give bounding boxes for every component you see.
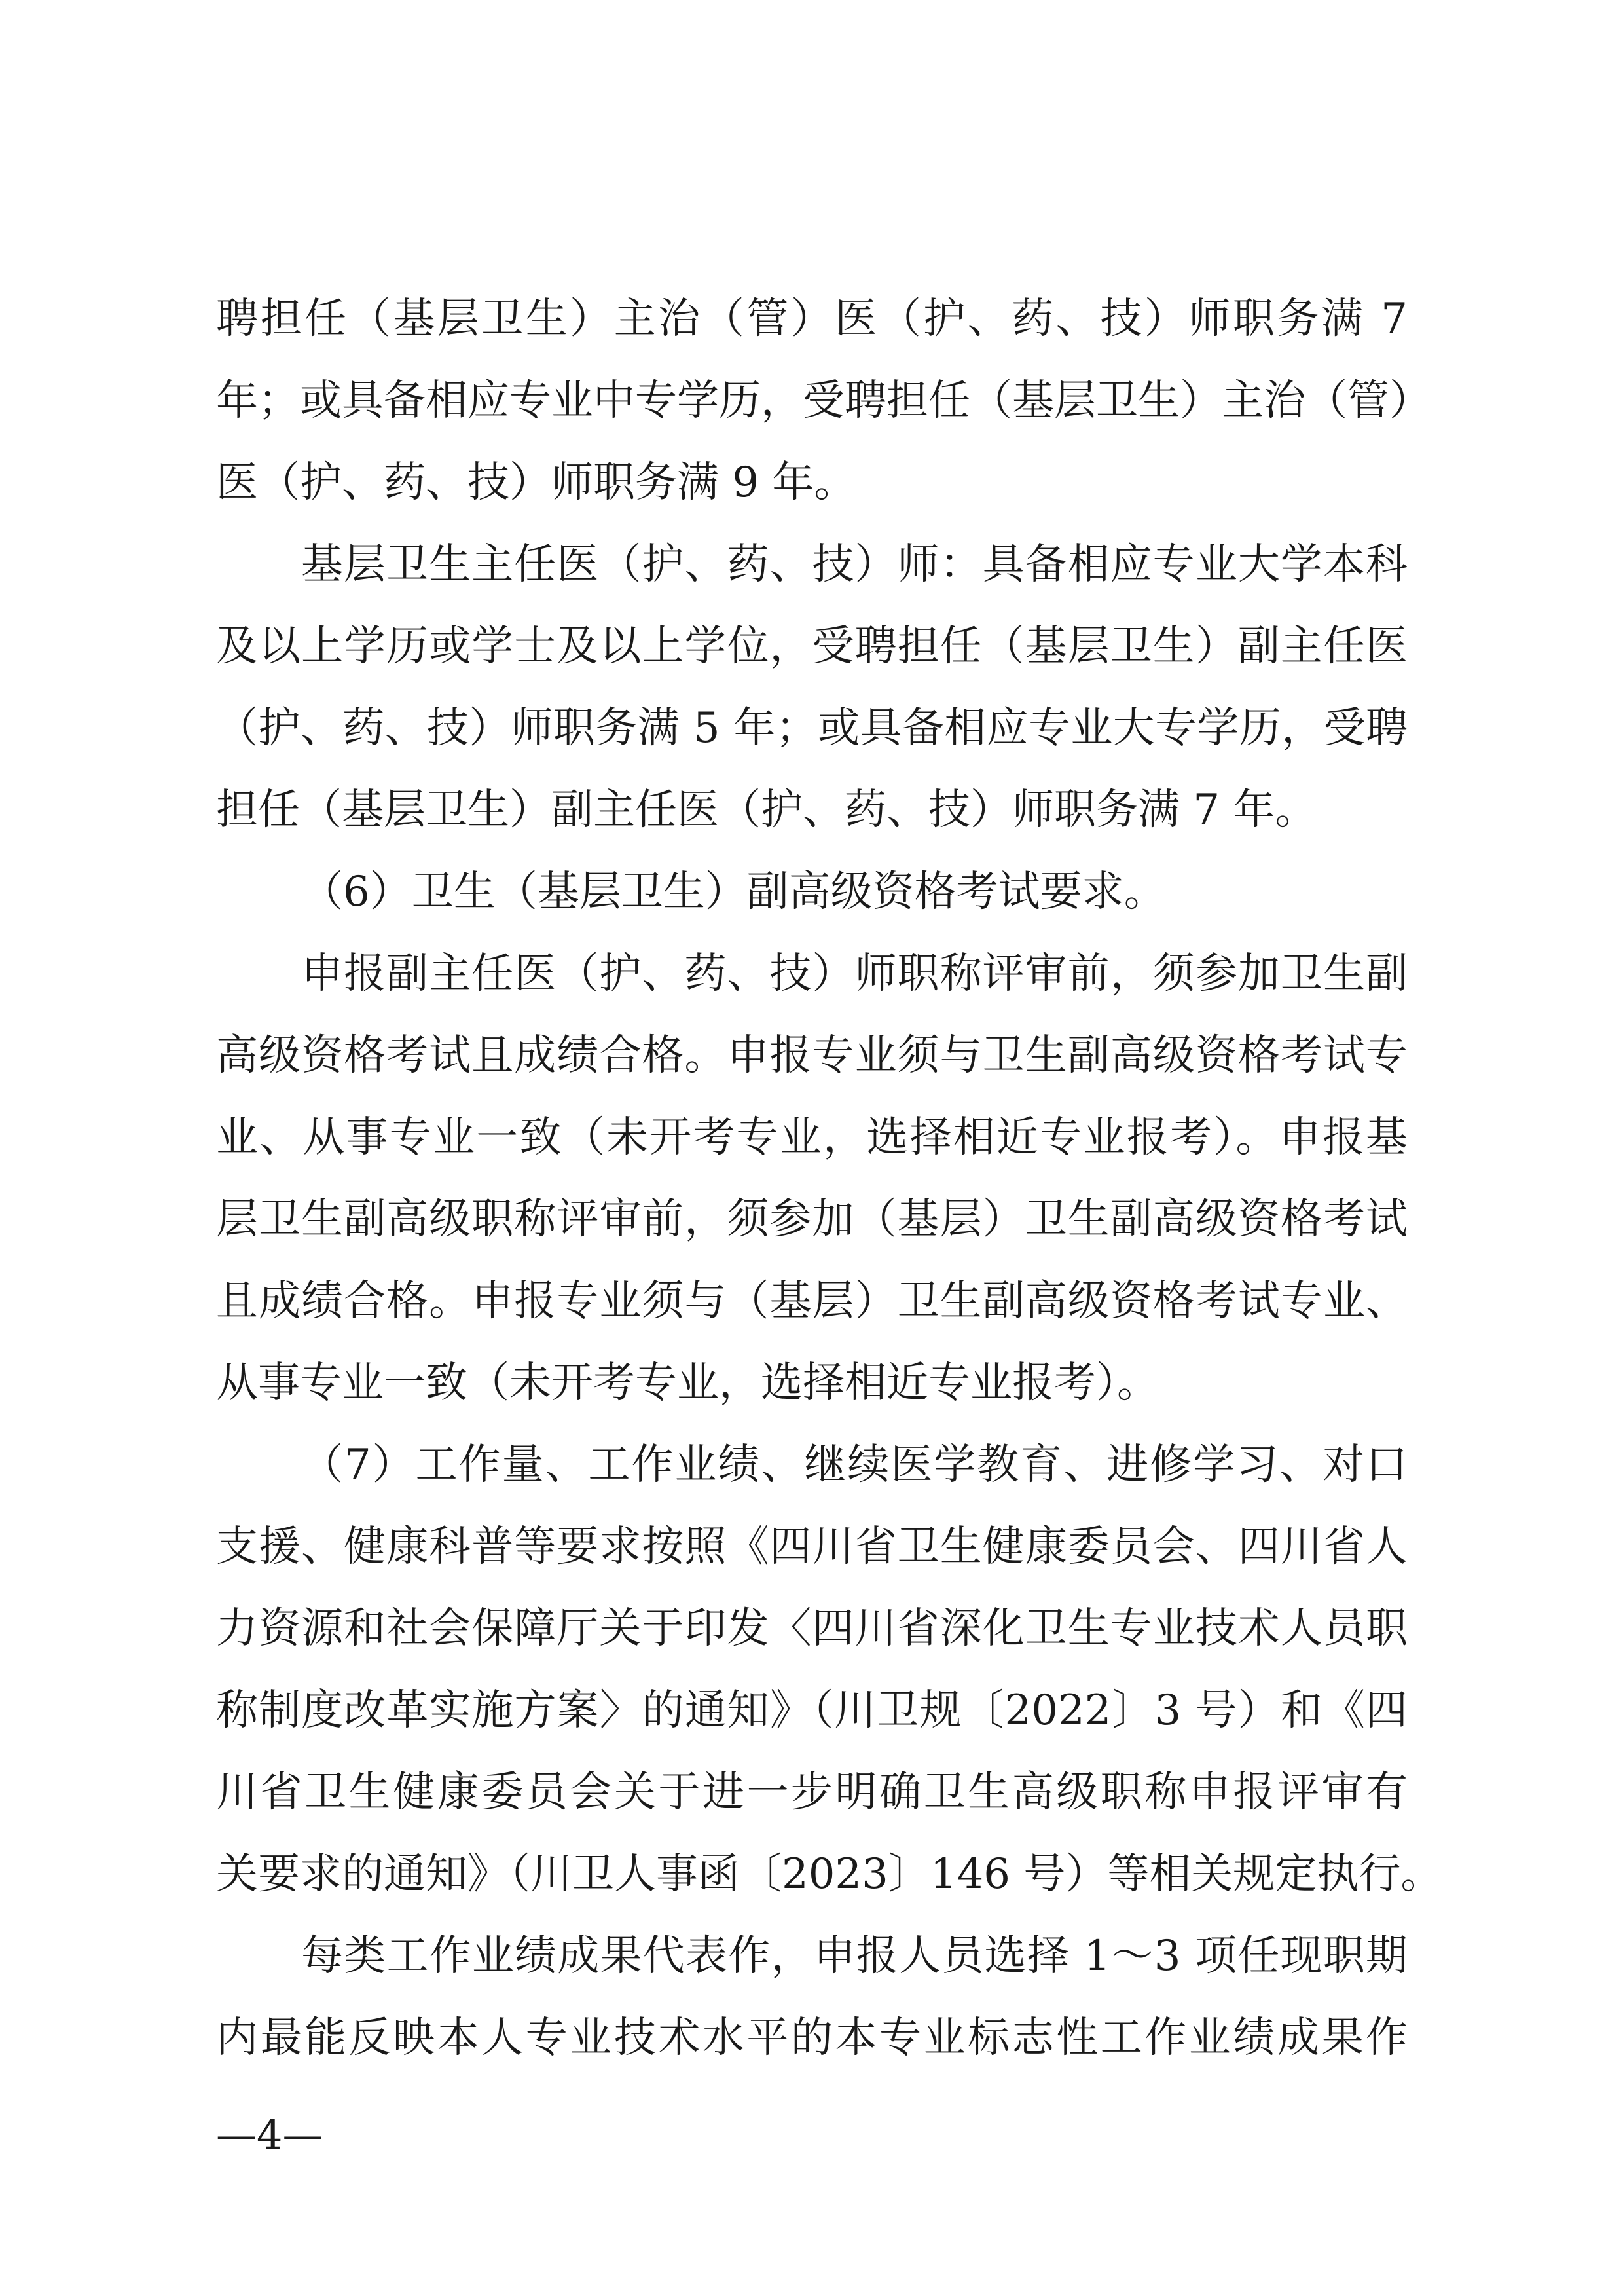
text-line: 且成绩合格。申报专业须与（基层）卫生副高级资格考试专业、 xyxy=(216,1277,1408,1325)
text-line: （护、药、技）师职务满 5 年；或具备相应专业大专学历，受聘 xyxy=(216,704,1408,752)
text-line: 担任（基层卫生）副主任医（护、药、技）师职务满 7 年。 xyxy=(216,786,1317,834)
text-line: 川省卫生健康委员会关于进一步明确卫生高级职称申报评审有 xyxy=(216,1768,1408,1817)
text-line: 内最能反映本人专业技术水平的本专业标志性工作业绩成果作 xyxy=(216,2014,1408,2062)
text-line: 从事专业一致（未开考专业，选择相近专业报考）。 xyxy=(216,1359,1159,1407)
text-line: 年；或具备相应专业中专学历，受聘担任（基层卫生）主治（管） xyxy=(216,377,1431,425)
section-heading: （6）卫生（基层卫生）副高级资格考试要求。 xyxy=(301,868,1166,916)
text-line: 高级资格考试且成绩合格。申报专业须与卫生副高级资格考试专 xyxy=(216,1031,1408,1080)
text-line: 称制度改革实施方案〉的通知》（川卫规〔2022〕3 号）和《四 xyxy=(216,1686,1408,1735)
text-line: 聘担任（基层卫生）主治（管）医（护、药、技）师职务满 7 xyxy=(216,295,1408,343)
text-line: 医（护、药、技）师职务满 9 年。 xyxy=(216,458,856,507)
text-line: 及以上学历或学士及以上学位，受聘担任（基层卫生）副主任医 xyxy=(216,622,1408,671)
text-line: 申报副主任医（护、药、技）师职称评审前，须参加卫生副 xyxy=(301,950,1408,998)
text-line: 业、从事专业一致（未开考专业，选择相近专业报考）。申报基 xyxy=(216,1113,1408,1162)
text-line: 力资源和社会保障厅关于印发〈四川省深化卫生专业技术人员职 xyxy=(216,1604,1408,1653)
page-number: —4— xyxy=(216,2111,323,2158)
text-line: 关要求的通知》（川卫人事函〔2023〕146 号）等相关规定执行。 xyxy=(216,1850,1443,1898)
text-line: 基层卫生主任医（护、药、技）师：具备相应专业大学本科 xyxy=(301,540,1408,589)
text-line: 层卫生副高级职称评审前，须参加（基层）卫生副高级资格考试 xyxy=(216,1195,1408,1244)
section-heading: （7）工作量、工作业绩、继续医学教育、进修学习、对口 xyxy=(301,1441,1408,1489)
text-line: 每类工作业绩成果代表作，申报人员选择 1～3 项任现职期 xyxy=(301,1932,1408,1980)
text-line: 支援、健康科普等要求按照《四川省卫生健康委员会、四川省人 xyxy=(216,1523,1408,1571)
